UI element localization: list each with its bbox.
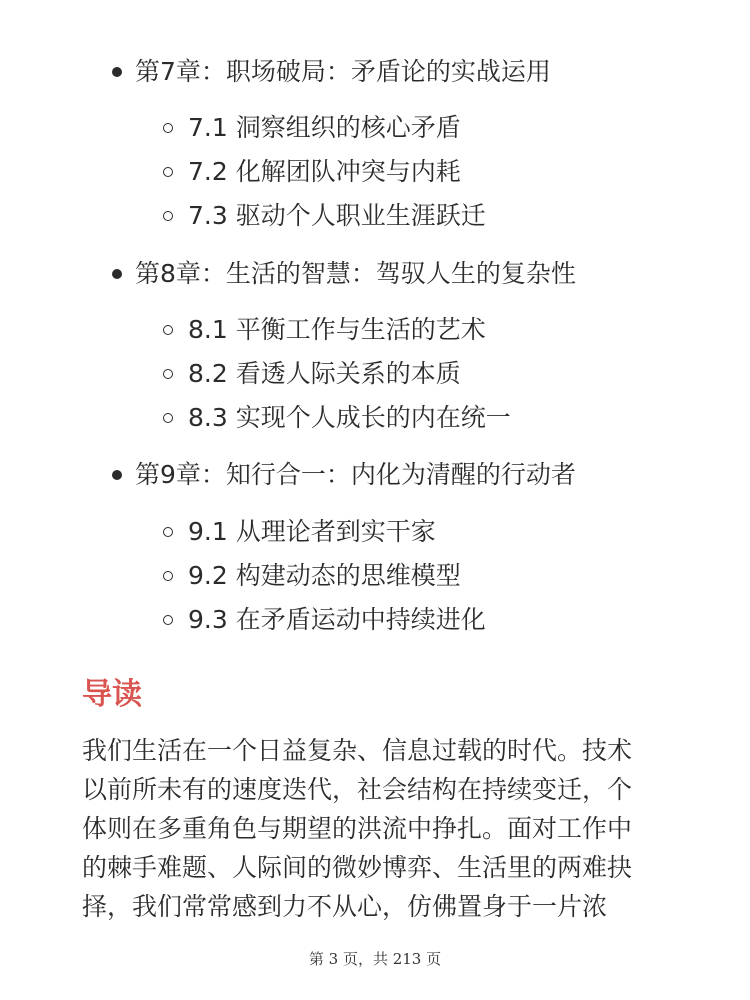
bullet-icon bbox=[112, 470, 122, 480]
section-title: 7.3 驱动个人职业生涯跃迁 bbox=[188, 201, 486, 230]
paragraph-line: 的棘手难题、人际间的微妙博弈、生活里的两难抉 bbox=[82, 853, 633, 882]
circle-bullet-icon bbox=[163, 571, 173, 581]
circle-bullet-icon bbox=[163, 167, 173, 177]
chapter-title: 第9章：知行合一：内化为清醒的行动者 bbox=[135, 460, 576, 489]
paragraph-line: 择，我们常常感到力不从心，仿佛置身于一片浓 bbox=[82, 892, 608, 921]
section-title: 7.2 化解团队冲突与内耗 bbox=[188, 157, 461, 186]
circle-bullet-icon bbox=[163, 123, 173, 133]
paragraph-line: 体则在多重角色与期望的洪流中挣扎。面对工作中 bbox=[82, 814, 633, 843]
chapter-title: 第7章：职场破局：矛盾论的实战运用 bbox=[135, 57, 551, 86]
circle-bullet-icon bbox=[163, 211, 173, 221]
section-heading-intro: 导读 bbox=[82, 677, 142, 712]
section-title: 9.1 从理论者到实干家 bbox=[188, 517, 436, 546]
circle-bullet-icon bbox=[163, 325, 173, 335]
page-number-footer: 第 3 页，共 213 页 bbox=[308, 950, 442, 968]
circle-bullet-icon bbox=[163, 369, 173, 379]
section-title: 7.1 洞察组织的核心矛盾 bbox=[188, 113, 461, 142]
section-title: 8.1 平衡工作与生活的艺术 bbox=[188, 315, 486, 344]
section-title: 9.2 构建动态的思维模型 bbox=[188, 561, 461, 590]
section-title: 8.2 看透人际关系的本质 bbox=[188, 359, 461, 388]
circle-bullet-icon bbox=[163, 615, 173, 625]
paragraph-line: 以前所未有的速度迭代，社会结构在持续变迁，个 bbox=[82, 775, 633, 804]
section-title: 8.3 实现个人成长的内在统一 bbox=[188, 403, 511, 432]
circle-bullet-icon bbox=[163, 527, 173, 537]
chapter-title: 第8章：生活的智慧：驾驭人生的复杂性 bbox=[135, 259, 576, 288]
paragraph-line: 我们生活在一个日益复杂、信息过载的时代。技术 bbox=[82, 736, 633, 765]
bullet-icon bbox=[112, 269, 122, 279]
intro-paragraph bbox=[82, 731, 682, 926]
section-title: 9.3 在矛盾运动中持续进化 bbox=[188, 605, 486, 634]
bullet-icon bbox=[112, 67, 122, 77]
circle-bullet-icon bbox=[163, 413, 173, 423]
